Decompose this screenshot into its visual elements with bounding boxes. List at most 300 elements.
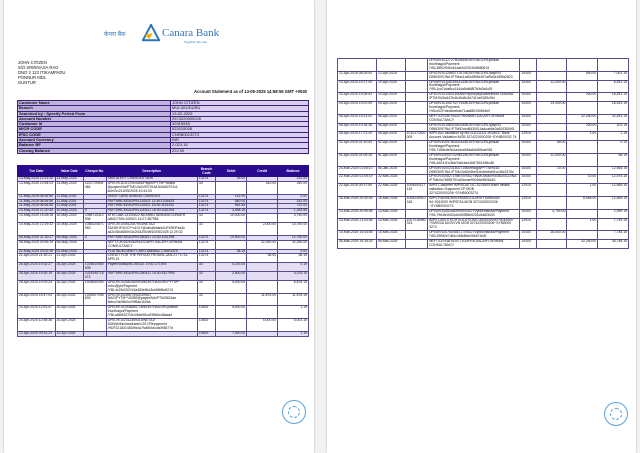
transactions-table: [17, 165, 309, 337]
cell-credit: 200.00: [567, 93, 598, 102]
cell-balance: 12,564.15: [598, 197, 629, 210]
cell-cheque-no: 1025190715 472: [83, 272, 106, 281]
cell-credit: 10.00: [567, 175, 598, 184]
summary-value: 522015008: [171, 127, 309, 132]
table-row: [338, 141, 629, 154]
cell-balance: 142.00: [278, 199, 309, 204]
cell-description: UPI/DR/100815809290/RAO R/ybl/kmanaw/Payment /YBL7964fe2b20c6445985b0201c5a82b2f3: [428, 209, 520, 218]
cell-value-date: 05-Apr-2025: [376, 132, 405, 141]
cell-credit: 1.00: [567, 184, 598, 197]
cell-description: UPI/CR/101286071767/BONTHAGORL/payt/93 D9593097/NA /PTMac1a60c8f964397af9a3e18f5a2820: [428, 71, 520, 80]
cell-balance: 12,565.15: [598, 184, 629, 197]
cell-txn-date: 26-Apr-2025 15:47:04: [18, 293, 56, 306]
cell-branch-code: 12915: [520, 132, 536, 141]
bank-seal-icon: [282, 400, 306, 424]
cell-value-date: 02-Apr-2025: [376, 141, 405, 154]
canara-triangle-icon: [142, 24, 160, 42]
summary-value: 52915945: [171, 122, 309, 127]
cell-debit: 38.15: [216, 249, 247, 254]
cell-txn-date: 16-Mar-2025 20:40:05: [338, 197, 377, 210]
cell-balance: 6,876.15: [278, 280, 309, 293]
cell-txn-date: 14-Mar-2025 20:59:56: [338, 209, 377, 218]
cell-cheque-no: [83, 240, 106, 249]
summary-value: 13-02-2025: [171, 111, 309, 116]
cell-branch-code: 10400: [520, 153, 536, 166]
cell-branch-code: 10400: [520, 240, 536, 249]
cell-value-date: 06-Jan-2025: [376, 166, 405, 175]
cell-debit: 142.00: [216, 194, 247, 199]
cell-branch-code: 33: [197, 214, 215, 223]
cell-description: SMS ALERT CHARGES NEW: [106, 177, 197, 182]
cell-balance: 18,451.15: [598, 102, 629, 115]
cell-cheque-no: [405, 141, 427, 154]
table-row: [338, 197, 629, 210]
cell-txn-date: 12-Apr-2025 08:25:04: [338, 71, 377, 80]
cell-txn-date: 06-May-2025 21:30:27: [19, 234, 54, 239]
cell-cheque-no: 1025610060 539: [83, 263, 106, 272]
cell-branch-code: 10400: [520, 141, 536, 154]
cell-description: UPI/DR/100007029451/BONTHAGORLybilkan thonthagot/Payment /YBLA6241f1c6bd7a6cbea1b87b51496cd8: [428, 153, 520, 166]
summary-label: Closing Balance: [18, 148, 171, 153]
cell-branch-code: 12915: [520, 218, 536, 231]
cell-credit: [247, 280, 278, 293]
cell-cheque-no: [83, 319, 106, 332]
cell-balance: 38.15: [278, 254, 309, 263]
table-row: [338, 114, 629, 123]
cell-txn-date: 13-May-2025 12:21:30: [19, 176, 54, 180]
summary-value: 222.00: [171, 148, 309, 153]
cell-debit: [216, 319, 247, 332]
table-row: [18, 293, 309, 306]
table-row: [338, 153, 629, 166]
cell-description: IMPS Acc validation by Ms:1111111111-9028037 Bank Account Validation:MOB 3274220000206~SYNB00032 74: [428, 132, 520, 141]
cell-balance: 2,999.15: [598, 209, 629, 218]
cell-description: UPI/DR/100023160271/Bonthagot/PYTM/9163 D9593097/NA /PTMc2c60e5bef14b4ebfabf1cc36c2376c: [428, 166, 520, 175]
cell-value-date: 02-May-2025: [55, 249, 83, 254]
statement-page-2: [327, 0, 636, 453]
cell-value-date: 06-Apr-2025: [376, 114, 405, 123]
cell-value-date: 06-May-2025: [55, 235, 83, 240]
summary-label: Account Currency: [18, 138, 171, 143]
cell-credit: [567, 209, 598, 218]
address-line: DNO 2 122 ITIKAMPADU: [18, 70, 66, 75]
cell-description: [106, 331, 197, 336]
cell-txn-date: 22-Apr-2025 00:37:59: [338, 184, 377, 197]
cell-description: NEFT/CR/452646294322/APR-SALARY-SRIRAM CONSULTANCY: [106, 240, 197, 249]
cell-branch-code: 10400: [520, 123, 536, 132]
cell-value-date: 20-Apr-2025: [55, 306, 83, 319]
cell-value-date: 06-Mar-2025: [376, 240, 405, 249]
cell-balance: 32,250.00: [278, 240, 309, 249]
cell-description: UPI/CR/100512087953/NETAJI SUNDHF/ICICI**x1017@okhdfcbank/UPI/HDFea3c a42c0844650f43c2f152504ff/10/05/2025 12:29:32: [106, 223, 197, 236]
col-value-date: Value Date: [55, 166, 83, 177]
cell-debit: 68.00: [536, 141, 567, 154]
cell-description: UPI/DR/100978040244/BONTHAGORLybilkan thonthagot/Payment /YBL7168ede3d1a4ace846a6dd53cae081: [428, 141, 520, 154]
cell-credit: 200.00: [567, 123, 598, 132]
cell-balance: 1.15: [598, 132, 629, 141]
cell-credit: 32,250.00: [567, 240, 598, 249]
table-row: [338, 209, 629, 218]
cell-txn-date: 10-Apr-2025 19:26:03: [338, 93, 377, 102]
cell-credit: [247, 306, 278, 319]
cell-cheque-no: 1005000117 119: [405, 184, 427, 197]
cell-debit: [536, 184, 567, 197]
cell-credit: [567, 102, 598, 115]
cell-description: NEFT/CR/166781077100/FEB-SALARY-SRIRAM CONSULTANCY: [428, 240, 520, 249]
cell-value-date: 22-Mar-2025: [376, 184, 405, 197]
cell-cheque-no: [405, 93, 427, 102]
cell-branch-code: 10400: [197, 306, 215, 319]
cell-description: DEBIT CARD ANNUAL CHARGES: [106, 194, 197, 199]
cell-cheque-no: [405, 166, 427, 175]
col-credit: Credit: [247, 166, 278, 177]
cell-description: PAYTMRCKEAUPIN-260421 19:30:1527994: [106, 272, 197, 281]
cell-branch-code: 10400: [520, 93, 536, 102]
cell-value-date: 10-Apr-2025: [376, 93, 405, 102]
cell-txn-date: 09-Apr-2025 19:22:09: [338, 102, 377, 115]
cell-description: UPI/DR/102006885726/BONTHAGORLybilkan thonthagot/Payment /YBLa8bf6337/0e44bfe96cd25566cd8aaa4: [106, 306, 197, 319]
table-row: [18, 331, 309, 336]
cell-value-date: [376, 59, 405, 72]
cell-cheque-no: [405, 231, 427, 240]
cell-balance: 201.15: [598, 123, 629, 132]
cell-txn-date: 06-Mar-2025 19:18:25: [338, 240, 377, 249]
cell-debit: 12,500.00: [536, 153, 567, 166]
cell-credit: 2,000.00: [247, 223, 278, 236]
cell-debit: [536, 197, 567, 210]
cell-cheque-no: [405, 102, 427, 115]
summary-label: Customer Name: [18, 101, 171, 106]
cell-description: UPI/DR/102640260903/BONTHAGORLPYTM** cnkr/@ybl/Payment /YBL4c23c0337e3a483e8b18cb8fbf5a9213: [106, 280, 197, 293]
cell-description: PAYTMRCKEAUPIN-100521 16:30:1161924: [106, 209, 197, 214]
cell-balance: 4,750.00: [278, 214, 309, 223]
address-line: JOHN CITIZEN: [18, 60, 47, 65]
summary-label: Balance BF: [18, 143, 171, 148]
cell-branch-code: 13274: [197, 240, 215, 249]
cell-description: UPI/CR/101060169066/Paytm/payt/walletmore /Axis/NA /PTM1940a167b4b40d4b3d7414e9189c9fd: [428, 93, 520, 102]
cell-balance: 7,001.15: [598, 71, 629, 80]
cell-branch-code: 13274: [197, 177, 215, 182]
table-row: [18, 306, 309, 319]
cell-branch-code: [520, 59, 536, 72]
cell-debit: 28,500.00: [536, 231, 567, 240]
bank-hindi-name: केनरा बैंक: [104, 32, 126, 38]
cell-txn-date: 01-Apr-2025 01:09:26: [338, 153, 377, 166]
cell-balance: 7,749.15: [598, 218, 629, 231]
table-row: [338, 184, 629, 197]
cell-credit: 11,875.00: [247, 293, 278, 306]
cell-branch-code: 10400: [520, 114, 536, 123]
cell-branch-code: 12915: [520, 184, 536, 197]
table-row: [18, 319, 309, 332]
cell-cheque-no: 0: [83, 209, 106, 214]
cell-txn-date: 11-May-2025 06:06:56: [18, 204, 56, 209]
cell-debit: 10,000.00: [216, 214, 247, 223]
cell-txn-date: 06-May-2025 20:45:19: [18, 240, 56, 249]
cell-value-date: 06-Apr-2025: [376, 123, 405, 132]
summary-value: INR: [171, 138, 309, 143]
summary-value: CNRB0013274: [171, 132, 309, 137]
cell-description: NEFT/CR/250754327990/MAR-SALARY-SRIRAM CONSULTANCY: [428, 114, 520, 123]
cell-txn-date: 26-Apr-2025 19:29:23: [18, 280, 56, 293]
cell-branch-code: 10400: [520, 209, 536, 218]
table-row: [338, 102, 629, 115]
cell-value-date: 14-Mar-2025: [376, 209, 405, 218]
cell-credit: 8,565.00: [567, 197, 598, 210]
cell-description: UPI/CR/102012269315/NETAJI SUB/shiihichandradev1017/Repayment /HDF221831483/9d4a7fa8f19ac3a098677d: [106, 319, 197, 332]
cell-credit: [247, 263, 278, 272]
cell-credit: 38.00: [247, 254, 278, 263]
cell-branch-code: 10400: [520, 102, 536, 115]
cell-txn-date: 11-May-2025 06:06:56: [18, 194, 56, 199]
bank-seal-icon: [604, 402, 628, 426]
cell-debit: [536, 218, 567, 231]
cell-value-date: 10-May-2025: [55, 223, 83, 236]
cell-debit: [536, 123, 567, 132]
cell-balance: 18,451.15: [598, 93, 629, 102]
cell-credit: 1.00: [567, 132, 598, 141]
col-cheque-no: Cheque No.: [83, 166, 106, 177]
cell-cheque-no: 1085120871 953: [83, 223, 106, 236]
cell-cheque-no: 1010171620 009: [405, 132, 427, 141]
col-branch-code: Branch Code: [197, 166, 215, 177]
summary-label: Account Number: [18, 116, 171, 121]
cell-branch-code: 10400: [520, 175, 536, 184]
cell-debit: [536, 114, 567, 123]
cell-balance: 0.15: [278, 263, 309, 272]
table-row: [338, 218, 629, 231]
cell-txn-date: 10-May-2025 21:20:30: [19, 208, 54, 213]
cell-description: PAYTMRCKEAUPIN-110521 11:30:1234425: [106, 199, 197, 204]
cell-value-date: 16-Mar-2025: [376, 197, 405, 210]
cell-txn-date: 21-Apr-2025 21:30:21: [18, 254, 56, 263]
account-summary-table: [17, 100, 309, 154]
table-row: [338, 240, 629, 249]
cell-debit: 18.00: [216, 177, 247, 182]
cell-credit: [247, 331, 278, 336]
table-header-row: [18, 166, 309, 177]
cell-description: ATM Cash-14100822-NEARBOTANKASECUNDER ABAD7SIN-100521 16:27:387984: [106, 214, 197, 223]
cell-balance: 0.00: [278, 194, 309, 199]
cell-value-date: 14-Mar-2025: [376, 218, 405, 231]
address-line: GUNTUR: [18, 80, 36, 85]
cell-description: UPI/DR/101081891414/BONTHAGORLybilkan thonthagot/Payment /YBL1ca7cda8cc1444a8db68f7b5d3a1d2f: [428, 80, 520, 93]
cell-debit: 10.00: [536, 166, 567, 175]
col-balance: Balance: [278, 166, 309, 177]
summary-label: Searched by : Specify Period From: [18, 111, 171, 116]
cell-debit: [536, 59, 567, 72]
table-row: [18, 181, 309, 194]
cell-branch-code: 13274: [197, 235, 215, 240]
cell-debit: 4,750.00: [536, 209, 567, 218]
cell-txn-date: 20-Apr-2025 12:48:38: [18, 319, 56, 332]
cell-description: UPI/CR/102590790603/RAO NAG/PYTM**40082@paytm/NA/PTM/0632ae 8ebc24e05b0e20ff5ac1b2ba: [106, 293, 197, 306]
cell-balance: 7,748.15: [598, 231, 629, 240]
cell-value-date: 11-May-2025: [55, 204, 83, 209]
cell-cheque-no: [405, 71, 427, 80]
cell-balance: 1,283.85: [278, 209, 309, 214]
cell-txn-date: 11-May-2025 06:06:56: [18, 199, 56, 204]
cell-branch-code: 13274: [197, 204, 215, 209]
summary-label: Branch: [18, 106, 171, 111]
cell-value-date: 26-Apr-2025: [55, 293, 83, 306]
cell-description: PLATINUM DEBIT CARD ANNUAL CHARGES: [106, 249, 197, 254]
table-row: [338, 80, 629, 93]
cell-txn-date: 06-Apr-2025 19:18:38: [338, 123, 377, 132]
cell-txn-date: 10-May-2025 16:28:28: [18, 214, 56, 223]
cell-txn-date: [338, 59, 377, 72]
cell-branch-code: 33: [197, 223, 215, 236]
cell-value-date: 10-May-2025: [55, 209, 83, 214]
cell-txn-date: 10-May-2025 12:29:32: [18, 223, 56, 236]
cell-cheque-no: [405, 209, 427, 218]
table-row: [18, 223, 309, 236]
cell-cheque-no: 1025907906 603: [83, 293, 106, 306]
canara-bank-logo: [104, 24, 224, 44]
cell-value-date: 12-Apr-2025: [376, 71, 405, 80]
summary-value: 2,023.15: [171, 143, 309, 148]
cell-balance: 68.15: [598, 153, 629, 166]
cell-value-date: 12-Apr-2025: [55, 331, 83, 336]
cell-branch-code: 33: [197, 181, 215, 194]
cell-balance: 6,451.15: [598, 80, 629, 93]
cell-cheque-no: [405, 153, 427, 166]
cell-description: IMPS DIGIOTECH SOLUTIONS 0000000000~9034000 7VM920A 5JGXVVN MOB 3274220000206~SYNB000 3274: [428, 218, 520, 231]
cell-branch-code: 33: [197, 263, 215, 272]
cell-cheque-no: 1007218950 314: [405, 218, 427, 231]
cell-balance: 1.15: [278, 306, 309, 319]
bank-tagline: Together We Can: [184, 40, 208, 44]
table-row: [338, 59, 629, 72]
cell-description: CREDIT FOR THE PERIOD FROM01-JAN-21 TO 31-APR-21: [106, 254, 197, 263]
cell-balance: 32,451.15: [598, 114, 629, 123]
summary-label: MICR CODE: [18, 127, 171, 132]
cell-balance: 5,001.15: [278, 319, 309, 332]
cell-debit: [536, 240, 567, 249]
cell-balance: 12,750.00: [278, 235, 309, 240]
cell-debit: 14,000.00: [536, 102, 567, 115]
cell-branch-code: 10400: [197, 331, 215, 336]
summary-row: [18, 148, 309, 153]
cell-branch-code: 13274: [197, 209, 215, 214]
cell-debit: 2,500.00: [216, 272, 247, 281]
table-row: [338, 71, 629, 80]
cell-balance: 12,575.15: [598, 175, 629, 184]
cell-description: UPI/DR/100760486727/RAO R/ybl/kmanaw/Payment /YBL29f9f2e7d84c4b8d5eb0b6b74d3f: [428, 231, 520, 240]
cell-description: UPI/CR/100827195670/RAO NNMOvoao/9403620022/NA /PTMb0a75695791d40ceae90046e5806443: [428, 175, 520, 184]
cell-description: UPI/DR/101272780285/BONTHAGORLybilkan thonthagot/Payment /YBL38f02f0f1d444ab04220406f680615: [428, 59, 520, 72]
cell-credit: 5,000.00: [247, 319, 278, 332]
cell-txn-date: 22-Mar-2025 01:05:19: [338, 175, 377, 184]
cell-credit: [567, 141, 598, 154]
cell-debit: 561.85: [216, 204, 247, 209]
cell-value-date: 26-Apr-2025: [55, 272, 83, 281]
cell-txn-date: 02-May-2025 03:02:39: [19, 248, 54, 253]
cell-description: UPI/CR/110372904484/Paytm/PYTM**dxank @paytm/NA/PTM/13a7c99791843c5a92972c1 kbe/2o/213/05/2025 10:44:03: [106, 181, 197, 194]
cell-debit: 4,376.00: [216, 263, 247, 272]
customer-address: [18, 60, 65, 85]
statement-title: Account Statement as of 13-05-2025 14:58:55 GMT +0530: [194, 89, 307, 94]
table-row: [18, 280, 309, 293]
cell-value-date: 06-May-2025: [55, 240, 83, 249]
cell-branch-code: 10400: [520, 71, 536, 80]
cell-txn-date: 10-Mar-2025 14:44:55: [338, 231, 377, 240]
cell-description: PAYTMRCKEAUPIN-110521 16:30:1161932: [106, 204, 197, 209]
summary-label: Customer Id: [18, 122, 171, 127]
cell-branch-code: 33: [197, 280, 215, 293]
cell-credit: 32,250.00: [247, 240, 278, 249]
cell-credit: [567, 80, 598, 93]
cell-description: IMPS RAVINDRAVERMAGOLAKSH 82690460 54~9012000 IMPSP2A MOB 3274220000206 ~SYNB0003274: [428, 197, 520, 210]
col-debit: Debit: [216, 166, 247, 177]
cell-credit: 32,250.00: [567, 114, 598, 123]
cell-balance: 0.15: [598, 141, 629, 154]
cell-txn-date: 06-Apr-2025 19:21:02: [338, 114, 377, 123]
cell-balance: 11,876.15: [278, 293, 309, 306]
cell-txn-date: 26-Apr-2025 19:30:15: [18, 272, 56, 281]
cell-debit: [216, 181, 247, 194]
cell-branch-code: 10400: [520, 231, 536, 240]
cell-txn-date: 12-Apr-2025 09:31:23: [18, 331, 56, 336]
cell-debit: [536, 175, 567, 184]
col-txn-date: Txn Date: [18, 166, 56, 177]
cell-cheque-no: [83, 331, 106, 336]
cell-branch-code: 10400: [197, 319, 215, 332]
cell-value-date: 20-Apr-2025: [55, 319, 83, 332]
cell-txn-date: 13-May-2025 10:44:03: [18, 181, 56, 194]
cell-value-date: 26-Apr-2025: [55, 263, 83, 272]
transactions-table-continued: [337, 58, 629, 249]
cell-txn-date: 05-Apr-2025 17:21:29: [338, 132, 377, 141]
cell-txn-date: 02-Apr-2025 01:10:04: [338, 141, 377, 154]
cell-debit: 5,000.00: [216, 280, 247, 293]
address-line: S/O SRINIVASA RAO: [18, 65, 59, 70]
cell-value-date: 21-Apr-2025: [55, 254, 83, 263]
cell-branch-code: 10400: [520, 166, 536, 175]
cell-value-date: 11-May-2025: [55, 199, 83, 204]
cell-branch-code: 33: [197, 293, 215, 306]
summary-label: IFSC CODE: [18, 132, 171, 137]
cell-value-date: 13-May-2025: [55, 181, 83, 194]
cell-debit: [216, 223, 247, 236]
cell-value-date: 22-Mar-2025: [376, 175, 405, 184]
cell-value-date: 13-May-2025: [55, 177, 83, 182]
cell-credit: 550.00: [567, 71, 598, 80]
cell-cheque-no: 1025640260: [83, 280, 106, 293]
cell-balance: [598, 59, 629, 72]
cell-debit: 5,000.00: [216, 306, 247, 319]
cell-cheque-no: 1008226910 318: [405, 197, 427, 210]
cell-balance: 1.15: [278, 331, 309, 336]
cell-description: IMPS Customer IMPS/DAT21C-9228493 Bank details validation Snapment CP MOB 3274220000206~SYNB0003274: [428, 184, 520, 197]
cell-credit: [567, 153, 598, 166]
cell-balance: 4,376.15: [278, 272, 309, 281]
cell-cheque-no: [405, 80, 427, 93]
cell-description: UPI/CR/101560004025/BONTHAGORL/payt/93 D9593097/NA /PTM92cbd8430014a4cab8e2a5003004f1: [428, 123, 520, 132]
cell-cheque-no: 1102729004 484: [83, 181, 106, 194]
statement-page-1: [4, 0, 314, 453]
summary-value: MULUKUDURU: [171, 106, 309, 111]
cell-credit: 240.00: [247, 181, 278, 194]
cell-balance: 222.00: [278, 177, 309, 182]
cell-cheque-no: [83, 306, 106, 319]
cell-credit: 1.00: [567, 218, 598, 231]
cell-value-date: 10-Apr-2025: [376, 80, 405, 93]
cell-value-date: 09-Apr-2025: [376, 102, 405, 115]
cell-branch-code: 13274: [197, 249, 215, 254]
cell-branch-code: 10400: [520, 80, 536, 93]
summary-value: 2574220000026: [171, 116, 309, 121]
